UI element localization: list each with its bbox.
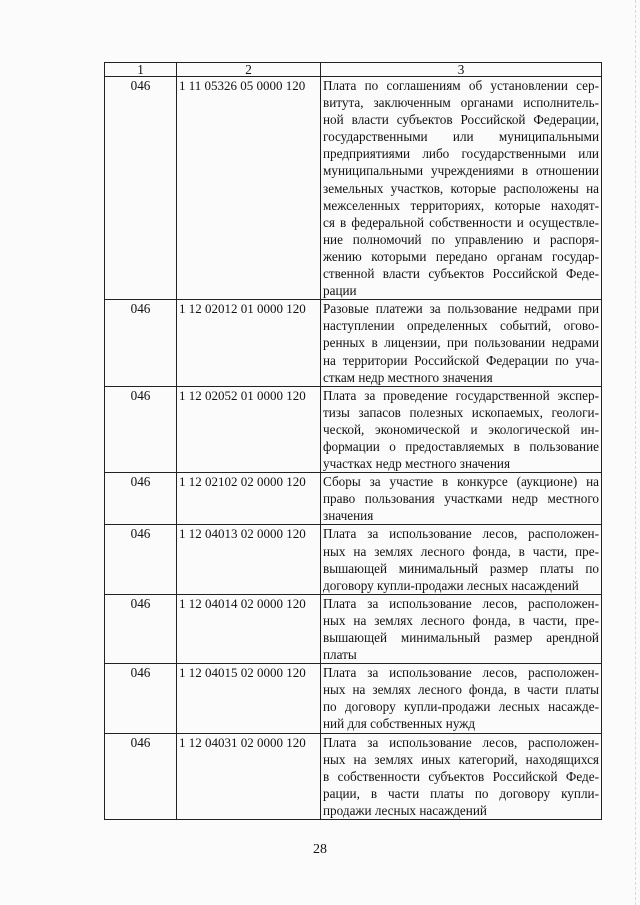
description-line: ных на землях иных категорий, находящихся: [323, 751, 599, 767]
description-line: ся в федеральной собственности и осуществле-: [323, 214, 599, 230]
description-line: Плата за использование лесов, расположен-: [323, 734, 599, 750]
column-header-1: 1: [105, 63, 177, 77]
description-line: ний для собственных нужд: [323, 716, 476, 732]
description-line: ной власти субъектов Российской Федерации,: [323, 112, 599, 128]
revenue-code-cell: 1 12 02012 01 0000 120: [177, 300, 321, 386]
table-row: [105, 473, 602, 525]
revenue-code-cell: 1 12 04031 02 0000 120: [177, 733, 321, 819]
description-line: Плата за использование лесов, расположен-: [323, 526, 599, 542]
admin-code-cell: 046: [105, 386, 177, 472]
description-line: в собственности субъектов Российской Феде-: [323, 768, 599, 784]
description-line: витута, заключенным органами исполнитель-: [323, 95, 599, 111]
description-line: значения: [323, 508, 374, 524]
description-cell: [321, 386, 602, 472]
description-line: сткам недр местного значения: [323, 369, 493, 385]
description-cell: [321, 664, 602, 733]
description-line: рации, в части платы по договору купли-: [323, 785, 599, 801]
sheet-edge: [634, 0, 636, 905]
description-line: Плата за использование лесов, расположен-: [323, 665, 599, 681]
table-row: [105, 77, 602, 300]
description-line: вышающей минимальный размер платы по: [323, 560, 599, 576]
column-header-2: 2: [177, 63, 321, 77]
admin-code-cell: 046: [105, 664, 177, 733]
revenue-code-cell: 1 12 04013 02 0000 120: [177, 525, 321, 594]
description-line: жению которыми передано органам государ-: [323, 248, 599, 264]
description-line: участках недр местного значения: [323, 456, 511, 472]
revenue-code-table: [104, 62, 602, 820]
description-line: муниципальными учреждениями в отношении: [323, 163, 599, 179]
description-line: ных на землях лесного фонда, в части платы: [323, 682, 599, 698]
description-line: по договору купли-продажи лесных насажде-: [323, 699, 599, 715]
revenue-code-cell: 1 11 05326 05 0000 120: [177, 77, 321, 300]
description-line: предприятиями либо государственными или: [323, 146, 599, 162]
table-row: [105, 664, 602, 733]
description-cell: [321, 525, 602, 594]
description-line: Плата за использование лесов, расположен-: [323, 595, 599, 611]
admin-code-cell: 046: [105, 733, 177, 819]
description-line: Разовые платежи за пользование недрами при: [323, 301, 599, 317]
revenue-code-cell: 1 12 04015 02 0000 120: [177, 664, 321, 733]
description-line: договору купли-продажи лесных насаждений: [323, 577, 579, 593]
description-line: формации о предоставляемых в пользование: [323, 438, 599, 454]
description-line: межселенных территориях, которые находят-: [323, 197, 599, 213]
description-line: наступлении определенных событий, огово-: [323, 318, 599, 334]
page-number: 28: [313, 842, 327, 857]
table-row: [105, 733, 602, 819]
description-line: Плата по соглашениям об установлении сер-: [323, 78, 599, 93]
description-line: ных на землях лесного фонда, в части, пре-: [323, 543, 599, 559]
description-cell: [321, 77, 602, 300]
description-line: земельных участков, которые расположены на: [323, 180, 599, 196]
column-header-3: 3: [321, 63, 602, 77]
description-line: государственными или муниципальными: [323, 129, 599, 145]
admin-code-cell: 046: [105, 473, 177, 525]
description-line: платы: [323, 647, 357, 663]
description-cell: [321, 300, 602, 386]
description-line: рации: [323, 283, 357, 299]
table-row: [105, 525, 602, 594]
description-line: право пользования участками недр местного: [323, 491, 599, 507]
admin-code-cell: 046: [105, 300, 177, 386]
admin-code-cell: 046: [105, 594, 177, 663]
description-cell: [321, 733, 602, 819]
revenue-code-cell: 1 12 04014 02 0000 120: [177, 594, 321, 663]
description-line: продажи лесных насаждений: [323, 802, 487, 818]
description-cell: [321, 473, 602, 525]
description-line: Плата за проведение государственной экспер-: [323, 387, 599, 403]
description-line: ческой, экономической и экологической ин-: [323, 421, 599, 437]
description-line: ственной власти субъектов Российской Феде-: [323, 266, 599, 282]
description-line: ние полномочий по управлению и распоря-: [323, 231, 599, 247]
table-row: [105, 300, 602, 386]
description-line: ренных в лицензии, при пользовании недрами: [323, 335, 599, 351]
description-line: ных на землях лесного фонда, в части, пре-: [323, 612, 599, 628]
description-line: вышающей минимальный размер арендной: [323, 630, 599, 645]
admin-code-cell: 046: [105, 525, 177, 594]
description-line: тизы запасов полезных ископаемых, геологи-: [323, 404, 599, 420]
description-line: Сборы за участие в конкурсе (аукционе) на: [323, 474, 599, 490]
table-row: [105, 594, 602, 663]
description-cell: [321, 594, 602, 663]
table-header-row: [105, 63, 602, 77]
description-line: на территории Российской Федерации по уча-: [323, 352, 599, 368]
revenue-code-cell: 1 12 02102 02 0000 120: [177, 473, 321, 525]
revenue-code-cell: 1 12 02052 01 0000 120: [177, 386, 321, 472]
admin-code-cell: 046: [105, 77, 177, 300]
table-row: [105, 386, 602, 472]
